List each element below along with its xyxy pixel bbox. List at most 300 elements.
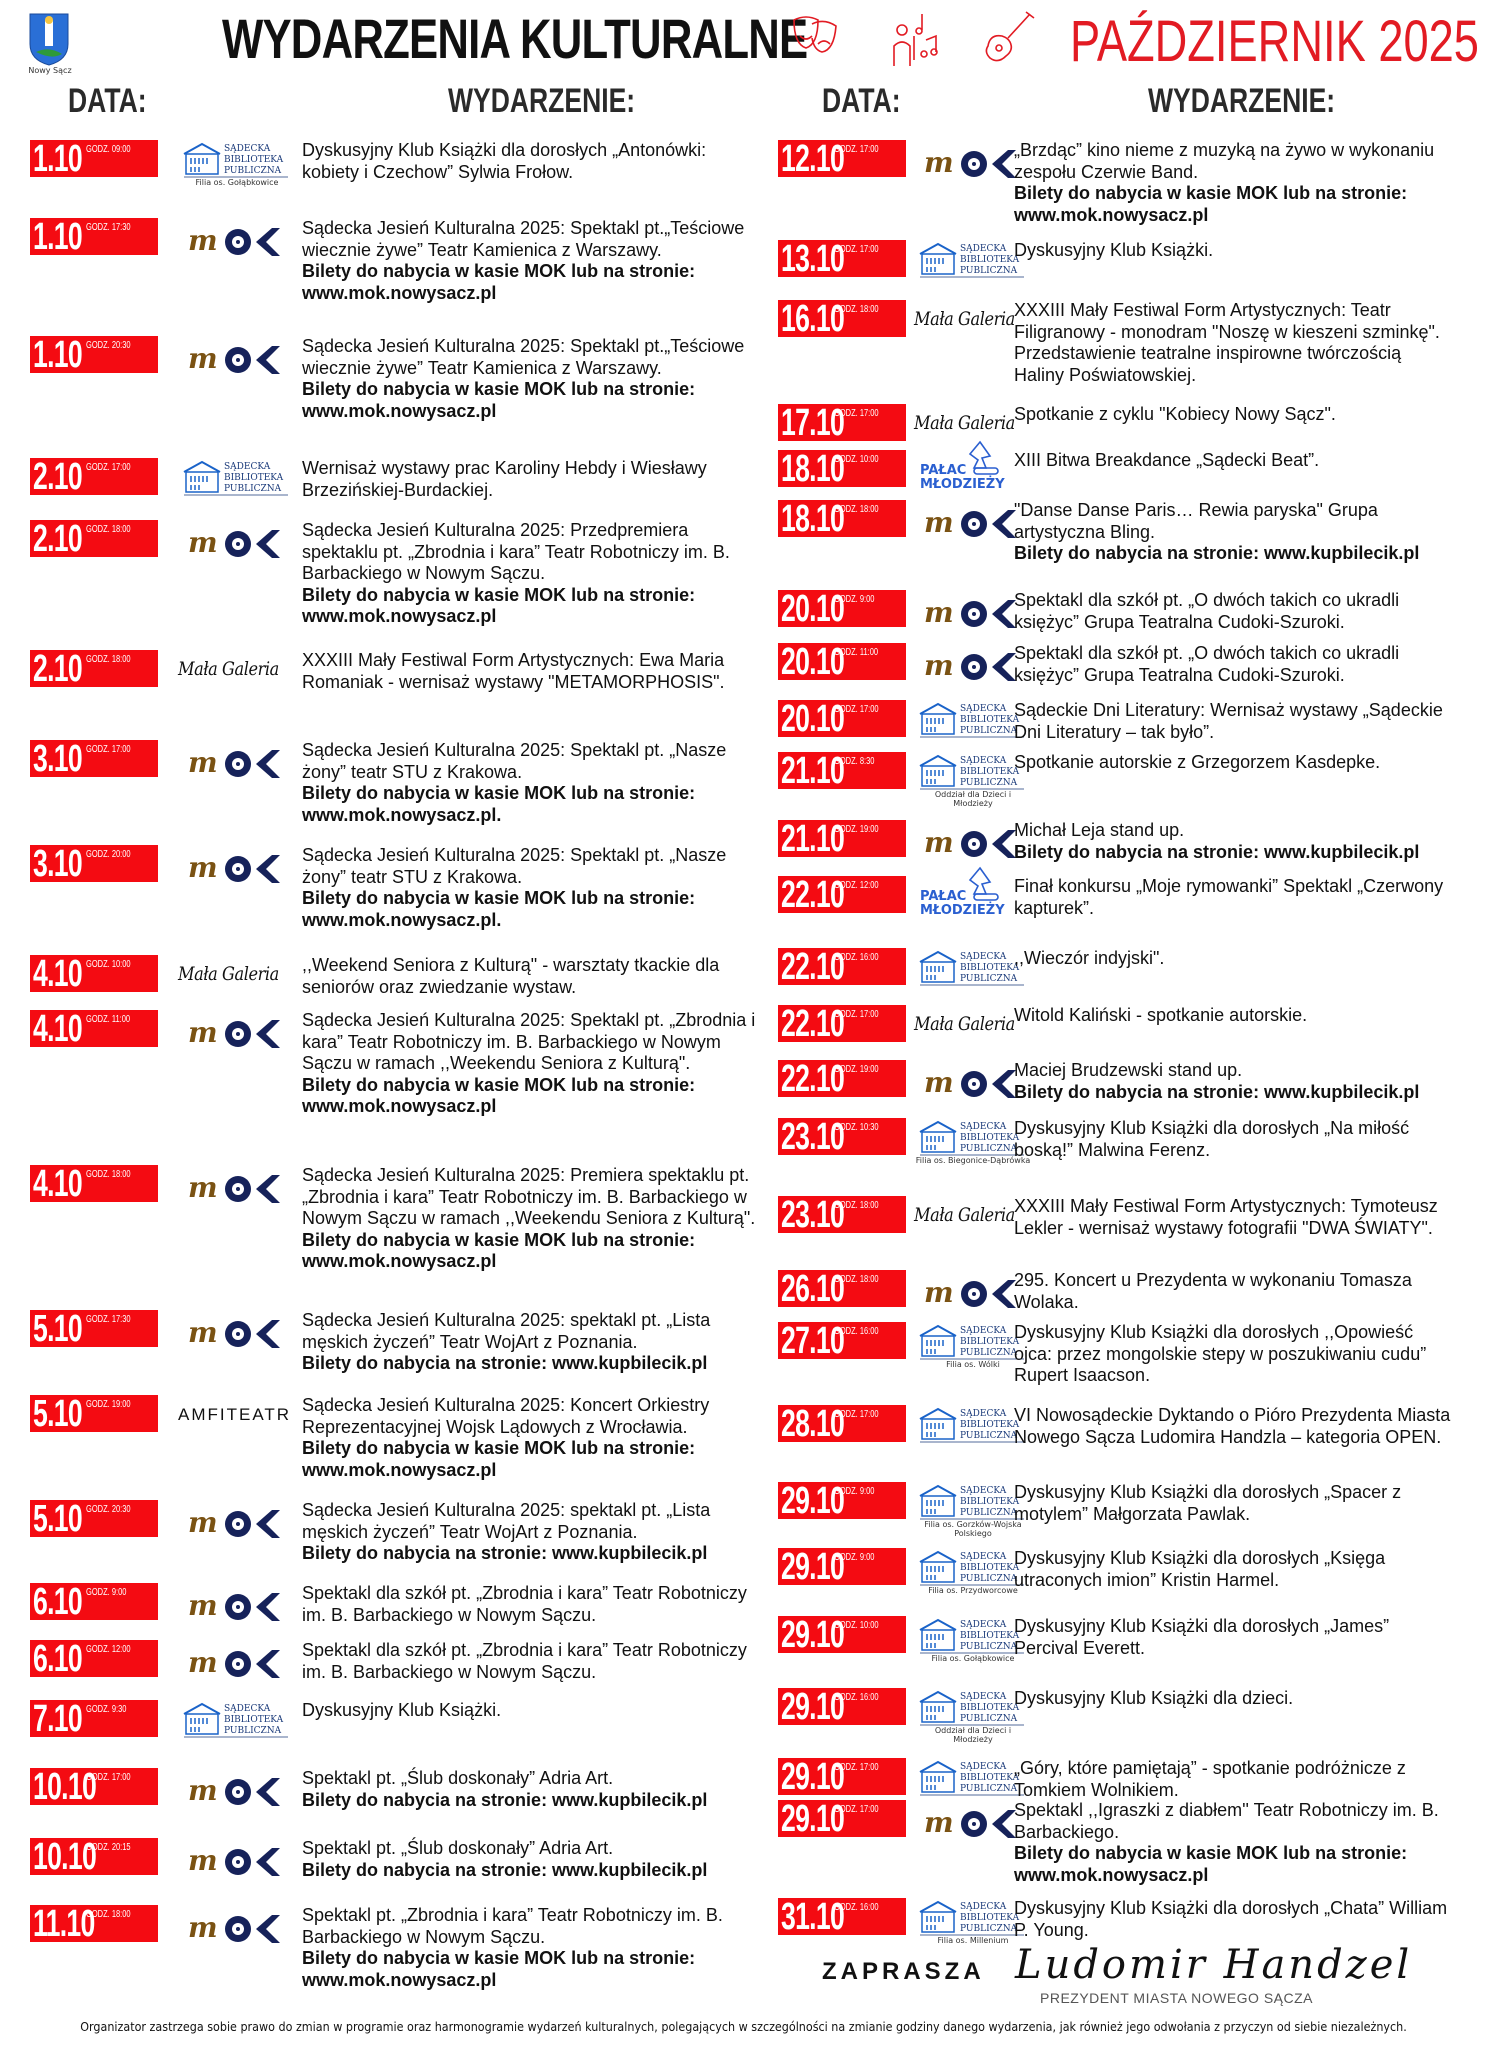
- library-branch-caption: Filia os. Gorzków-Wojska Polskiego: [924, 1520, 1022, 1538]
- left-event-header: WYDARZENIE:: [448, 82, 636, 120]
- date-badge: [778, 1268, 906, 1310]
- date-badge: [778, 946, 906, 988]
- mok-logo-icon: [188, 1911, 288, 1945]
- event-date: 3.10: [33, 843, 82, 885]
- organizer-logo: [178, 1640, 296, 1684]
- ticket-info: Bilety do nabycia na stronie: www.kupbilecik.pl: [302, 1543, 708, 1563]
- event-description: [1014, 876, 1454, 919]
- event-description: [302, 1165, 762, 1273]
- ticket-info: Bilety do nabycia w kasie MOK lub na stronie: www.mok.nowysacz.pl: [302, 261, 696, 303]
- event-date: 2.10: [33, 648, 82, 690]
- svg-text:PUBLICZNA: PUBLICZNA: [224, 1726, 282, 1736]
- svg-text:PAŁAC: PAŁAC: [920, 463, 967, 478]
- svg-text:SĄDECKA: SĄDECKA: [960, 1409, 1007, 1419]
- event-time: GODZ. 17:00: [86, 462, 131, 473]
- date-badge: [30, 1903, 158, 1945]
- event-time: GODZ. 19:00: [86, 1399, 131, 1410]
- event-time: GODZ. 17:00: [834, 244, 879, 255]
- svg-text:PUBLICZNA: PUBLICZNA: [960, 726, 1018, 736]
- event-text: Spektakl ,,Igraszki z diabłem'' Teatr Robotniczy im. B. Barbackiego.: [1014, 1800, 1439, 1842]
- mok-logo-icon: [924, 649, 1024, 683]
- date-badge: [778, 1614, 906, 1656]
- svg-text:PUBLICZNA: PUBLICZNA: [960, 1924, 1018, 1934]
- library-logo-icon: [916, 752, 1028, 792]
- date-badge: [778, 448, 906, 490]
- theater-masks-icon: [794, 17, 836, 52]
- event-text: "Danse Danse Paris… Rewia paryska" Grupa artystyczna Bling.: [1014, 500, 1378, 542]
- event-text: Sądecka Jesień Kulturalna 2025: Spektakl pt. „Nasze żony” teatr STU z Krakowa.: [302, 845, 727, 887]
- ticket-info: Bilety do nabycia w kasie MOK lub na stronie: www.mok.nowysacz.pl: [302, 1948, 696, 1990]
- event-text: Dyskusyjny Klub Książki dla dorosłych „Księga utraconych imion” Kristin Harmel.: [1014, 1548, 1386, 1590]
- event-date: 20.10: [781, 698, 845, 740]
- svg-text:BIBLIOTEKA: BIBLIOTEKA: [224, 1715, 284, 1725]
- event-description: [302, 1700, 762, 1722]
- svg-text:m: m: [188, 1911, 218, 1944]
- library-logo-icon: [180, 1700, 292, 1740]
- organizer-logo: [178, 1700, 296, 1744]
- date-badge: [30, 1766, 158, 1808]
- date-badge: [30, 738, 158, 780]
- svg-text:m: m: [188, 1844, 218, 1877]
- event-time: GODZ. 18:00: [86, 1909, 131, 1920]
- event-date: 7.10: [33, 1698, 82, 1740]
- date-badge: [778, 1686, 906, 1728]
- mok-logo-icon: [188, 1016, 288, 1050]
- svg-text:m: m: [188, 1646, 218, 1679]
- event-text: Sądeckie Dni Literatury: Wernisaż wystawy „Sądeckie Dni Literatury – tak było”.: [1014, 700, 1443, 742]
- event-text: ,,Wieczór indyjski".: [1014, 948, 1165, 968]
- date-badge: [30, 216, 158, 258]
- event-description: [1014, 1616, 1454, 1659]
- svg-text:SĄDECKA: SĄDECKA: [960, 704, 1007, 714]
- library-logo-icon: [916, 1405, 1028, 1445]
- event-description: [1014, 300, 1454, 386]
- svg-text:SĄDECKA: SĄDECKA: [960, 1122, 1007, 1132]
- event-date: 22.10: [781, 1058, 845, 1100]
- svg-text:SĄDECKA: SĄDECKA: [960, 1552, 1007, 1562]
- event-time: GODZ. 12:00: [834, 880, 879, 891]
- event-text: Sądecka Jesień Kulturalna 2025: spektakl pt. „Lista męskich życzeń” Teatr WojArt z Poznania.: [302, 1310, 711, 1352]
- event-description: [1014, 1118, 1454, 1161]
- event-date: 26.10: [781, 1268, 845, 1310]
- page-title: WYDARZENIA KULTURALNE: [222, 7, 808, 70]
- mayor-signature: Ludomir Handzel: [1015, 1942, 1413, 1988]
- date-badge: [778, 138, 906, 180]
- svg-text:m: m: [924, 596, 954, 629]
- svg-text:PUBLICZNA: PUBLICZNA: [224, 166, 282, 176]
- event-time: GODZ. 17:00: [834, 704, 879, 715]
- event-description: [302, 1640, 762, 1683]
- library-branch-caption: Filia os. Millenium: [937, 1936, 1009, 1945]
- svg-text:m: m: [188, 342, 218, 375]
- event-date: 10.10: [33, 1836, 97, 1878]
- svg-text:m: m: [188, 224, 218, 257]
- svg-text:BIBLIOTEKA: BIBLIOTEKA: [960, 1420, 1020, 1430]
- event-time: GODZ. 9:00: [834, 594, 875, 605]
- event-time: GODZ. 9:30: [86, 1704, 127, 1715]
- event-text: Witold Kaliński - spotkanie autorskie.: [1014, 1005, 1308, 1025]
- date-badge: [30, 1008, 158, 1050]
- ticket-info: Bilety do nabycia na stronie: www.kupbilecik.pl: [1014, 841, 1420, 862]
- event-time: GODZ. 18:00: [86, 1169, 131, 1180]
- event-date: 23.10: [781, 1116, 845, 1158]
- svg-text:BIBLIOTEKA: BIBLIOTEKA: [960, 255, 1020, 265]
- svg-text:PUBLICZNA: PUBLICZNA: [960, 1784, 1018, 1794]
- event-text: Dyskusyjny Klub Książki dla dorosłych „Chata” William P. Young.: [1014, 1898, 1448, 1940]
- event-time: GODZ. 11:00: [834, 647, 879, 658]
- event-text: Dyskusyjny Klub Książki dla dzieci.: [1014, 1688, 1294, 1708]
- event-date: 29.10: [781, 1614, 845, 1656]
- library-logo-icon: [916, 700, 1028, 740]
- svg-text:PUBLICZNA: PUBLICZNA: [960, 1144, 1018, 1154]
- event-text: XIII Bitwa Breakdance „Sądecki Beat”.: [1014, 450, 1320, 470]
- event-date: 29.10: [781, 1686, 845, 1728]
- svg-text:BIBLIOTEKA: BIBLIOTEKA: [960, 1337, 1020, 1347]
- event-time: GODZ. 10:00: [86, 959, 131, 970]
- event-text: Spektakl pt. „Ślub doskonały” Adria Art.: [302, 1838, 614, 1858]
- event-time: GODZ. 16:00: [834, 952, 879, 963]
- mok-logo-icon: [188, 342, 288, 376]
- event-description: [1014, 1758, 1454, 1801]
- amfiteatr-logo: AMFITEATR: [178, 1405, 292, 1424]
- svg-text:SĄDECKA: SĄDECKA: [960, 952, 1007, 962]
- date-badge: [30, 648, 158, 690]
- svg-text:m: m: [924, 1806, 954, 1839]
- svg-text:BIBLIOTEKA: BIBLIOTEKA: [960, 767, 1020, 777]
- date-badge: [30, 1698, 158, 1740]
- palac-mlodziezy-logo-icon: [920, 864, 1020, 920]
- event-date: 5.10: [33, 1498, 82, 1540]
- svg-text:BIBLIOTEKA: BIBLIOTEKA: [960, 1773, 1020, 1783]
- library-logo-icon: [916, 1482, 1028, 1522]
- date-badge: [778, 1480, 906, 1522]
- svg-text:PUBLICZNA: PUBLICZNA: [960, 974, 1018, 984]
- svg-text:MŁODZIEŻY: MŁODZIEŻY: [920, 903, 1005, 918]
- svg-text:SĄDECKA: SĄDECKA: [960, 1762, 1007, 1772]
- date-badge: [778, 641, 906, 683]
- event-text: Spotkanie autorskie z Grzegorzem Kasdepke.: [1014, 752, 1381, 772]
- ticket-info: Bilety do nabycia na stronie: www.kupbilecik.pl: [1014, 543, 1420, 563]
- event-time: GODZ. 16:00: [834, 1692, 879, 1703]
- svg-text:BIBLIOTEKA: BIBLIOTEKA: [960, 963, 1020, 973]
- svg-text:BIBLIOTEKA: BIBLIOTEKA: [224, 155, 284, 165]
- event-date: 2.10: [33, 518, 82, 560]
- event-description: [1014, 643, 1454, 686]
- event-text: Dyskusyjny Klub Książki.: [302, 1700, 502, 1720]
- ticket-info: Bilety do nabycia w kasie MOK lub na stronie: www.mok.nowysacz.pl: [302, 1229, 696, 1271]
- event-time: GODZ. 10:00: [834, 454, 879, 465]
- mok-logo-icon: [188, 1316, 288, 1350]
- ticket-info: Bilety do nabycia na stronie: www.kupbilecik.pl: [302, 1789, 708, 1810]
- month-title: PAŹDZIERNIK 2025: [1070, 9, 1479, 74]
- event-date: 22.10: [781, 874, 845, 916]
- event-description: [302, 218, 762, 304]
- date-badge: [30, 1163, 158, 1205]
- svg-text:m: m: [188, 851, 218, 884]
- event-description: [302, 955, 762, 998]
- svg-text:MŁODZIEŻY: MŁODZIEŻY: [920, 477, 1005, 492]
- event-date: 18.10: [781, 448, 845, 490]
- library-branch-caption: Filia os. Gołąbkowice: [931, 1654, 1015, 1663]
- mok-logo-icon: [188, 1774, 288, 1808]
- event-date: 4.10: [33, 953, 82, 995]
- event-date: 29.10: [781, 1480, 845, 1522]
- date-badge: [778, 1403, 906, 1445]
- library-logo-icon: [916, 1548, 1028, 1588]
- date-badge: [778, 1896, 906, 1938]
- event-time: GODZ. 20:30: [86, 340, 131, 351]
- event-time: GODZ. 17:00: [86, 1772, 131, 1783]
- organizer-logo: [178, 740, 296, 784]
- svg-text:PUBLICZNA: PUBLICZNA: [960, 1431, 1018, 1441]
- organizer-logo: [178, 1838, 296, 1882]
- svg-text:m: m: [924, 506, 954, 539]
- library-branch-caption: Oddział dla Dzieci i Młodzieży: [934, 790, 1012, 808]
- date-badge: [30, 1393, 158, 1435]
- library-branch-caption: Filia os. Biegonice-Dąbrówka: [915, 1156, 1031, 1165]
- event-time: GODZ. 12:00: [86, 1644, 131, 1655]
- event-time: GODZ. 20:00: [86, 849, 131, 860]
- event-description: [1014, 1482, 1454, 1525]
- event-text: Finał konkursu „Moje rymowanki” Spektakl „Czerwony kapturek”.: [1014, 876, 1444, 918]
- event-date: 28.10: [781, 1403, 845, 1445]
- event-description: [1014, 450, 1454, 472]
- mala-galeria-logo: Mała Galeria: [914, 1013, 1015, 1035]
- library-logo-icon: [180, 140, 292, 180]
- event-time: GODZ. 17:00: [834, 408, 879, 419]
- event-date: 10.10: [33, 1766, 97, 1808]
- event-text: XXXIII Mały Festiwal Form Artystycznych: Ewa Maria Romaniak - wernisaż wystawy "METAMORPHOSIS".: [302, 650, 725, 692]
- event-text: Spotkanie z cyklu "Kobiecy Nowy Sącz".: [1014, 404, 1336, 424]
- event-time: GODZ. 20:30: [86, 1504, 131, 1515]
- svg-text:m: m: [188, 1774, 218, 1807]
- ticket-info: Bilety do nabycia w kasie MOK lub na stronie: www.mok.nowysacz.pl.: [302, 783, 696, 825]
- event-time: GODZ. 9:00: [86, 1587, 127, 1598]
- mok-logo-icon: [188, 746, 288, 780]
- svg-text:PUBLICZNA: PUBLICZNA: [960, 778, 1018, 788]
- event-text: Sądecka Jesień Kulturalna 2025: Spektakl pt.„Teściowe wiecznie żywe” Teatr Kamienica z Warszawy.: [302, 336, 745, 378]
- event-description: [302, 336, 762, 422]
- event-description: [1014, 140, 1454, 226]
- mok-logo-icon: [188, 1171, 288, 1205]
- svg-text:m: m: [188, 746, 218, 779]
- svg-text:m: m: [924, 1276, 954, 1309]
- event-text: Dyskusyjny Klub Książki dla dorosłych „Spacer z motylem” Małgorzata Pawlak.: [1014, 1482, 1402, 1524]
- svg-text:m: m: [188, 526, 218, 559]
- organizer-logo: [178, 520, 296, 564]
- library-logo-icon: [916, 240, 1028, 280]
- event-time: GODZ. 17:30: [86, 222, 131, 233]
- svg-text:SĄDECKA: SĄDECKA: [224, 1704, 271, 1714]
- mala-galeria-logo: Mała Galeria: [178, 963, 279, 985]
- library-logo-icon: [916, 1898, 1028, 1938]
- organizer-logo: [178, 336, 296, 380]
- event-date: 2.10: [33, 456, 82, 498]
- mala-galeria-logo: Mała Galeria: [178, 658, 279, 680]
- event-description: [1014, 1196, 1454, 1239]
- event-description: [1014, 1060, 1454, 1103]
- event-time: GODZ. 10:30: [834, 1122, 879, 1133]
- mok-logo-icon: [924, 146, 1024, 180]
- event-description: [1014, 1322, 1454, 1387]
- crest-shield-icon: [28, 12, 70, 66]
- mok-logo-icon: [188, 224, 288, 258]
- svg-text:m: m: [924, 649, 954, 682]
- event-description: [302, 458, 762, 501]
- library-branch-caption: Filia os. Wólki: [946, 1360, 1000, 1369]
- signer-title: PREZYDENT MIASTA NOWEGO SĄCZA: [1040, 1990, 1314, 2006]
- event-description: [302, 1500, 762, 1565]
- event-text: Spektakl dla szkół pt. „O dwóch takich co ukradli księżyc” Grupa Teatralna Cudoki-Szuroki.: [1014, 590, 1400, 632]
- library-branch-caption: Filia os. Gołąbkowice: [195, 178, 279, 187]
- mok-logo-icon: [188, 1646, 288, 1680]
- event-time: GODZ. 11:00: [86, 1014, 131, 1025]
- event-description: [1014, 820, 1454, 863]
- ticket-info: Bilety do nabycia na stronie: www.kupbilecik.pl: [302, 1859, 708, 1880]
- event-date: 4.10: [33, 1008, 82, 1050]
- svg-text:BIBLIOTEKA: BIBLIOTEKA: [960, 1497, 1020, 1507]
- event-text: XXXIII Mały Festiwal Form Artystycznych: Teatr Filigranowy - monodram "Noszę w kieszeni szminkę". Przedstawienie teatralne inspirowne twórczością Haliny Poświatowskiej.: [1014, 300, 1440, 385]
- event-text: Spektakl dla szkół pt. „O dwóch takich co ukradli księżyc” Grupa Teatralna Cudoki-Szuroki.: [1014, 643, 1400, 685]
- event-time: GODZ. 18:00: [834, 1274, 879, 1285]
- event-description: [1014, 1005, 1454, 1027]
- library-logo-icon: [916, 1758, 1028, 1798]
- event-time: GODZ. 18:00: [834, 1200, 879, 1211]
- event-date: 31.10: [781, 1896, 845, 1938]
- svg-text:BIBLIOTEKA: BIBLIOTEKA: [960, 1133, 1020, 1143]
- date-badge: [30, 1581, 158, 1623]
- organizer-logo: [178, 650, 296, 694]
- organizer-logo: [178, 1500, 296, 1544]
- event-date: 29.10: [781, 1756, 845, 1798]
- date-badge: [778, 874, 906, 916]
- ticket-info: Bilety do nabycia w kasie MOK lub na stronie: www.mok.nowysacz.pl: [302, 584, 696, 626]
- ticket-info: Bilety do nabycia w kasie MOK lub na stronie: www.mok.nowysacz.pl: [302, 1074, 696, 1116]
- event-text: ,,Weekend Seniora z Kulturą" - warsztaty tkackie dla seniorów oraz zwiedzanie wystaw.: [302, 955, 720, 997]
- event-date: 5.10: [33, 1308, 82, 1350]
- ticket-info: Bilety do nabycia w kasie MOK lub na stronie: www.mok.nowysacz.pl: [1014, 1843, 1408, 1885]
- mala-galeria-logo: Mała Galeria: [914, 308, 1015, 330]
- library-logo-icon: [916, 1616, 1028, 1656]
- date-badge: [778, 750, 906, 792]
- event-date: 1.10: [33, 334, 82, 376]
- event-description: [302, 1838, 762, 1881]
- svg-text:BIBLIOTEKA: BIBLIOTEKA: [960, 1563, 1020, 1573]
- library-logo-icon: [180, 458, 292, 498]
- event-date: 22.10: [781, 1003, 845, 1045]
- organizer-logo: [178, 1768, 296, 1812]
- event-date: 11.10: [33, 1903, 95, 1945]
- organizer-logo: [178, 1583, 296, 1627]
- event-date: 1.10: [33, 138, 82, 180]
- date-badge: [30, 843, 158, 885]
- event-text: Sądecka Jesień Kulturalna 2025: Spektakl pt.„Teściowe wiecznie żywe” Teatr Kamienica z Warszawy.: [302, 218, 745, 260]
- event-time: GODZ. 18:00: [834, 504, 879, 515]
- event-text: Dyskusyjny Klub Książki dla dorosłych ,,Opowieść ojca: przez mongolskie stepy w poszukiwaniu cudu” Rupert Isaacson.: [1014, 1322, 1427, 1385]
- event-date: 21.10: [781, 818, 845, 860]
- event-text: Sądecka Jesień Kulturalna 2025: Spektakl pt. „Zbrodnia i kara” Teatr Robotniczy im. B. Barbackiego w Nowym Sączu w ramach ,,Weekendu Seniora z Kulturą".: [302, 1010, 756, 1073]
- event-date: 20.10: [781, 641, 845, 683]
- date-badge: [778, 1003, 906, 1045]
- date-badge: [778, 238, 906, 280]
- event-text: Sądecka Jesień Kulturalna 2025: Spektakl pt. „Nasze żony” teatr STU z Krakowa.: [302, 740, 727, 782]
- event-time: GODZ. 17:30: [86, 1314, 131, 1325]
- event-text: Dyskusyjny Klub Książki dla dorosłych „Na miłość boską!” Malwina Ferenz.: [1014, 1118, 1410, 1160]
- event-description: [1014, 1270, 1454, 1313]
- date-badge: [778, 818, 906, 860]
- event-description: [302, 140, 762, 183]
- organizer-logo: [178, 140, 296, 187]
- mok-logo-icon: [924, 1066, 1024, 1100]
- event-date: 23.10: [781, 1194, 845, 1236]
- svg-text:BIBLIOTEKA: BIBLIOTEKA: [960, 1913, 1020, 1923]
- mok-logo-icon: [924, 826, 1024, 860]
- svg-text:PUBLICZNA: PUBLICZNA: [960, 266, 1018, 276]
- event-date: 1.10: [33, 216, 82, 258]
- date-badge: [778, 1798, 906, 1840]
- mok-logo-icon: [924, 1806, 1024, 1840]
- date-badge: [778, 1194, 906, 1236]
- event-date: 6.10: [33, 1581, 82, 1623]
- date-badge: [30, 518, 158, 560]
- event-text: Sądecka Jesień Kulturalna 2025: spektakl pt. „Lista męskich życzeń” Teatr WojArt z Poznania.: [302, 1500, 711, 1542]
- date-badge: [778, 1058, 906, 1100]
- event-text: Dyskusyjny Klub Książki dla dorosłych „Antonówki: kobiety i Czechow” Sylwia Frołow.: [302, 140, 707, 182]
- event-time: GODZ. 09:00: [86, 144, 131, 155]
- event-time: GODZ. 19:00: [834, 1064, 879, 1075]
- event-description: [302, 740, 762, 826]
- organizer-logo: [178, 218, 296, 262]
- svg-text:SĄDECKA: SĄDECKA: [960, 1692, 1007, 1702]
- mok-logo-icon: [924, 1276, 1024, 1310]
- svg-text:PAŁAC: PAŁAC: [920, 889, 967, 904]
- event-date: 20.10: [781, 588, 845, 630]
- left-date-header: DATA:: [68, 82, 147, 120]
- event-description: [302, 1768, 762, 1811]
- svg-text:BIBLIOTEKA: BIBLIOTEKA: [960, 1703, 1020, 1713]
- event-time: GODZ. 17:00: [834, 144, 879, 155]
- event-time: GODZ. 10:00: [834, 1620, 879, 1631]
- date-badge: [30, 1638, 158, 1680]
- ticket-info: Bilety do nabycia na stronie: www.kupbilecik.pl: [302, 1353, 708, 1373]
- event-date: 12.10: [781, 138, 845, 180]
- event-description: [302, 650, 762, 693]
- organizer-logo: [178, 1310, 296, 1354]
- event-description: [302, 1395, 762, 1481]
- event-time: GODZ. 17:00: [86, 744, 131, 755]
- library-logo-icon: [916, 1322, 1028, 1362]
- svg-text:PUBLICZNA: PUBLICZNA: [960, 1642, 1018, 1652]
- event-text: Spektakl dla szkół pt. „Zbrodnia i kara” Teatr Robotniczy im. B. Barbackiego w Nowym Sączu.: [302, 1640, 747, 1682]
- event-description: [1014, 1688, 1454, 1710]
- event-description: [302, 845, 762, 931]
- date-badge: [778, 1546, 906, 1588]
- invite-text: ZAPRASZA: [822, 1958, 985, 1985]
- svg-text:PUBLICZNA: PUBLICZNA: [960, 1508, 1018, 1518]
- date-badge: [30, 1836, 158, 1878]
- svg-text:m: m: [188, 1506, 218, 1539]
- svg-text:SĄDECKA: SĄDECKA: [224, 462, 271, 472]
- date-badge: [30, 456, 158, 498]
- svg-text:PUBLICZNA: PUBLICZNA: [960, 1348, 1018, 1358]
- event-date: 5.10: [33, 1393, 82, 1435]
- event-description: [302, 520, 762, 628]
- event-time: GODZ. 17:00: [834, 1804, 879, 1815]
- event-time: GODZ. 18:00: [834, 304, 879, 315]
- event-text: VI Nowosądeckie Dyktando o Pióro Prezydenta Miasta Nowego Sącza Ludomira Handzla – kategoria OPEN.: [1014, 1405, 1451, 1447]
- svg-text:PUBLICZNA: PUBLICZNA: [960, 1714, 1018, 1724]
- svg-text:SĄDECKA: SĄDECKA: [960, 1486, 1007, 1496]
